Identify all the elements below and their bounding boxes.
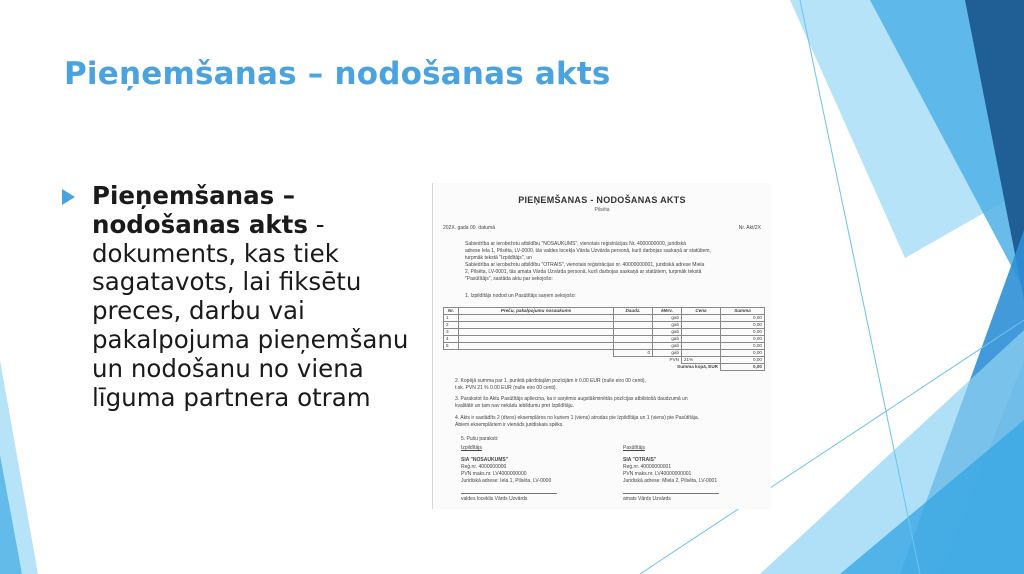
bullet-item [64,182,409,412]
bullet-text [92,182,409,412]
table-cell: 3 [444,329,459,336]
signature-right-company: SIA "OTRAIS" [623,457,657,463]
signature-right-reg: Reģ.nr. 40000000001 [623,464,672,470]
table-cell: PVN [669,357,679,363]
bullet-description: - dokuments, kas tiek sagatavots, lai fiksētu preces, darbu vai pakalpojuma pieņemšanu un nodošanu no viena līguma partnera otram [92,209,409,412]
signature-right-line [623,493,719,494]
table-grand-row [444,364,765,371]
signature-left-reg: Reģ.nr. 4000000000 [461,464,507,470]
table-cell: 0 [614,350,653,357]
table-cell: gab [653,315,682,322]
doc-para1-b: adrese Iela 1, Pilsēta, LV-0000, tās valdes locekļa Vārda Uzvārda personā, kurš darbojas saskaņā ar statūtiem, [465,248,711,254]
doc-para1-c: turpmāk tekstā "Izpildītājs", un [465,255,532,261]
table-header: Preču, pakalpojumu nosaukums [459,308,614,315]
table-header: Nr. [444,308,459,315]
document-heading: PIEŅEMŠANAS - NODOŠANAS AKTS [518,195,686,205]
table-cell: Summa kopā, EUR [677,364,718,370]
doc-item3-b: kvalitātē un tam nav nekādu iebildumu pret Izpildītāju. [455,403,574,409]
doc-para1-a: Sabiedrība ar ierobežotu atbildību "NOSAUKUMS", vienotais reģistrācijas Nr. 4000000000, juridiskā [465,241,686,247]
bullet-term: Pieņemšanas – nodošanas akts [92,181,308,239]
document-number: Nr. Akt/2X [738,225,761,231]
bullet-arrow-icon [62,189,75,205]
table-cell: gab [653,350,682,357]
table-cell: 0,00 [721,315,765,322]
table-header: Summa [721,308,765,315]
doc-item4-b: Abiem eksemplāriem ir vienāds juridiskais spēks. [455,422,564,428]
doc-item5: 5. Pušu paraksti: [461,436,499,442]
signature-right-role: Pasūtītājs [623,445,645,451]
table-cell: 0,00 [721,364,765,371]
document-place: Pilsēta [594,207,610,213]
table-cell: 0,00 [721,357,765,364]
table-cell: 21% [682,357,721,364]
table-cell: 1 [444,315,459,322]
table-row [444,329,765,336]
table-row [444,336,765,343]
signature-left-company: SIA "NOSAUKUMS" [461,457,509,463]
table-header: Cena [682,308,721,315]
table-cell: 4 [444,336,459,343]
signature-right-address: Juridiskā adrese: Miela 2, Pilsēta, LV-0001 [623,478,718,484]
table-header-row [444,308,765,315]
table-cell: 0,00 [721,322,765,329]
doc-item3-a: 3. Parakstot šo Aktu Pasūtītājs apliecina, ka ir saņēmis augstākminētās pozīcijas atbilstošā daudzumā un [455,396,688,402]
table-row [444,343,765,350]
table-row [444,315,765,322]
signature-right-signer: amats Vārds Uzvārds [623,496,671,502]
table-header: Mērv. [653,308,682,315]
doc-item2-a: 2. Kopējā summa par 1. punktā pārdotajām pozīcijām ir 0.00 EUR (nulle eiro 00 centi), [455,378,646,384]
doc-para1-e: 2, Pilsēta, LV-0001, tās amata Vārda Uzvārda personā, kurš darbojas saskaņā ar statūtiem, turpmāk tekstā [465,269,702,275]
table-vat-row [444,357,765,364]
signature-left-address: Juridiskā adrese: Iela 1, Pilsēta, LV-0000 [461,478,552,484]
table-cell: 2 [444,322,459,329]
table-cell: gab [653,322,682,329]
doc-para1-f: "Pasūtītājs", sastāda aktu par sekojošo: [465,276,553,282]
signature-left-signer: valdes loceklis Vārds Uzvārds [461,496,528,502]
table-header: Daudz. [614,308,653,315]
table-cell: gab [653,329,682,336]
table-cell: 0,00 [721,343,765,350]
slide-title: Pieņemšanas – nodošanas akts [64,56,611,92]
signature-left-vat: PVN maks.nr. LV4000000000 [461,471,527,477]
document-image [432,183,771,509]
doc-para1-d: Sabiedrība ar ierobežotu atbildību "OTRAIS", vienotais reģistrācijas nr. 40000000001, juridiskā adrese Miela [465,262,705,268]
table-cell: 0,00 [721,329,765,336]
table-cell: 0,00 [721,350,765,357]
table-cell: gab [653,343,682,350]
table-cell: 5 [444,343,459,350]
table-cell: gab [653,336,682,343]
table-row [444,322,765,329]
table-total-row [444,350,765,357]
doc-item1: 1. Izpildītājs nodod un Pasūtītājs saņem sekojošo: [465,293,576,299]
doc-item2-b: t.sk. PVN 21 % 0.00 EUR (nulle eiro 00 centi). [455,385,557,391]
doc-item4-a: 4. Akts ir sastādīts 2 (divos) eksemplāros no kuriem 1 (viens) atrodas pie Izpildītāja un 1 (viens) pie Pasūtītāja. [455,415,699,421]
signature-left-line [461,493,557,494]
signature-right-vat: PVN maks.nr. LV40000000001 [623,471,692,477]
signature-left-role: Izpildītājs [461,445,482,451]
document-date: 202X. gada 00. datumā [443,225,495,231]
goods-table [443,307,765,371]
table-cell: 0,00 [721,336,765,343]
